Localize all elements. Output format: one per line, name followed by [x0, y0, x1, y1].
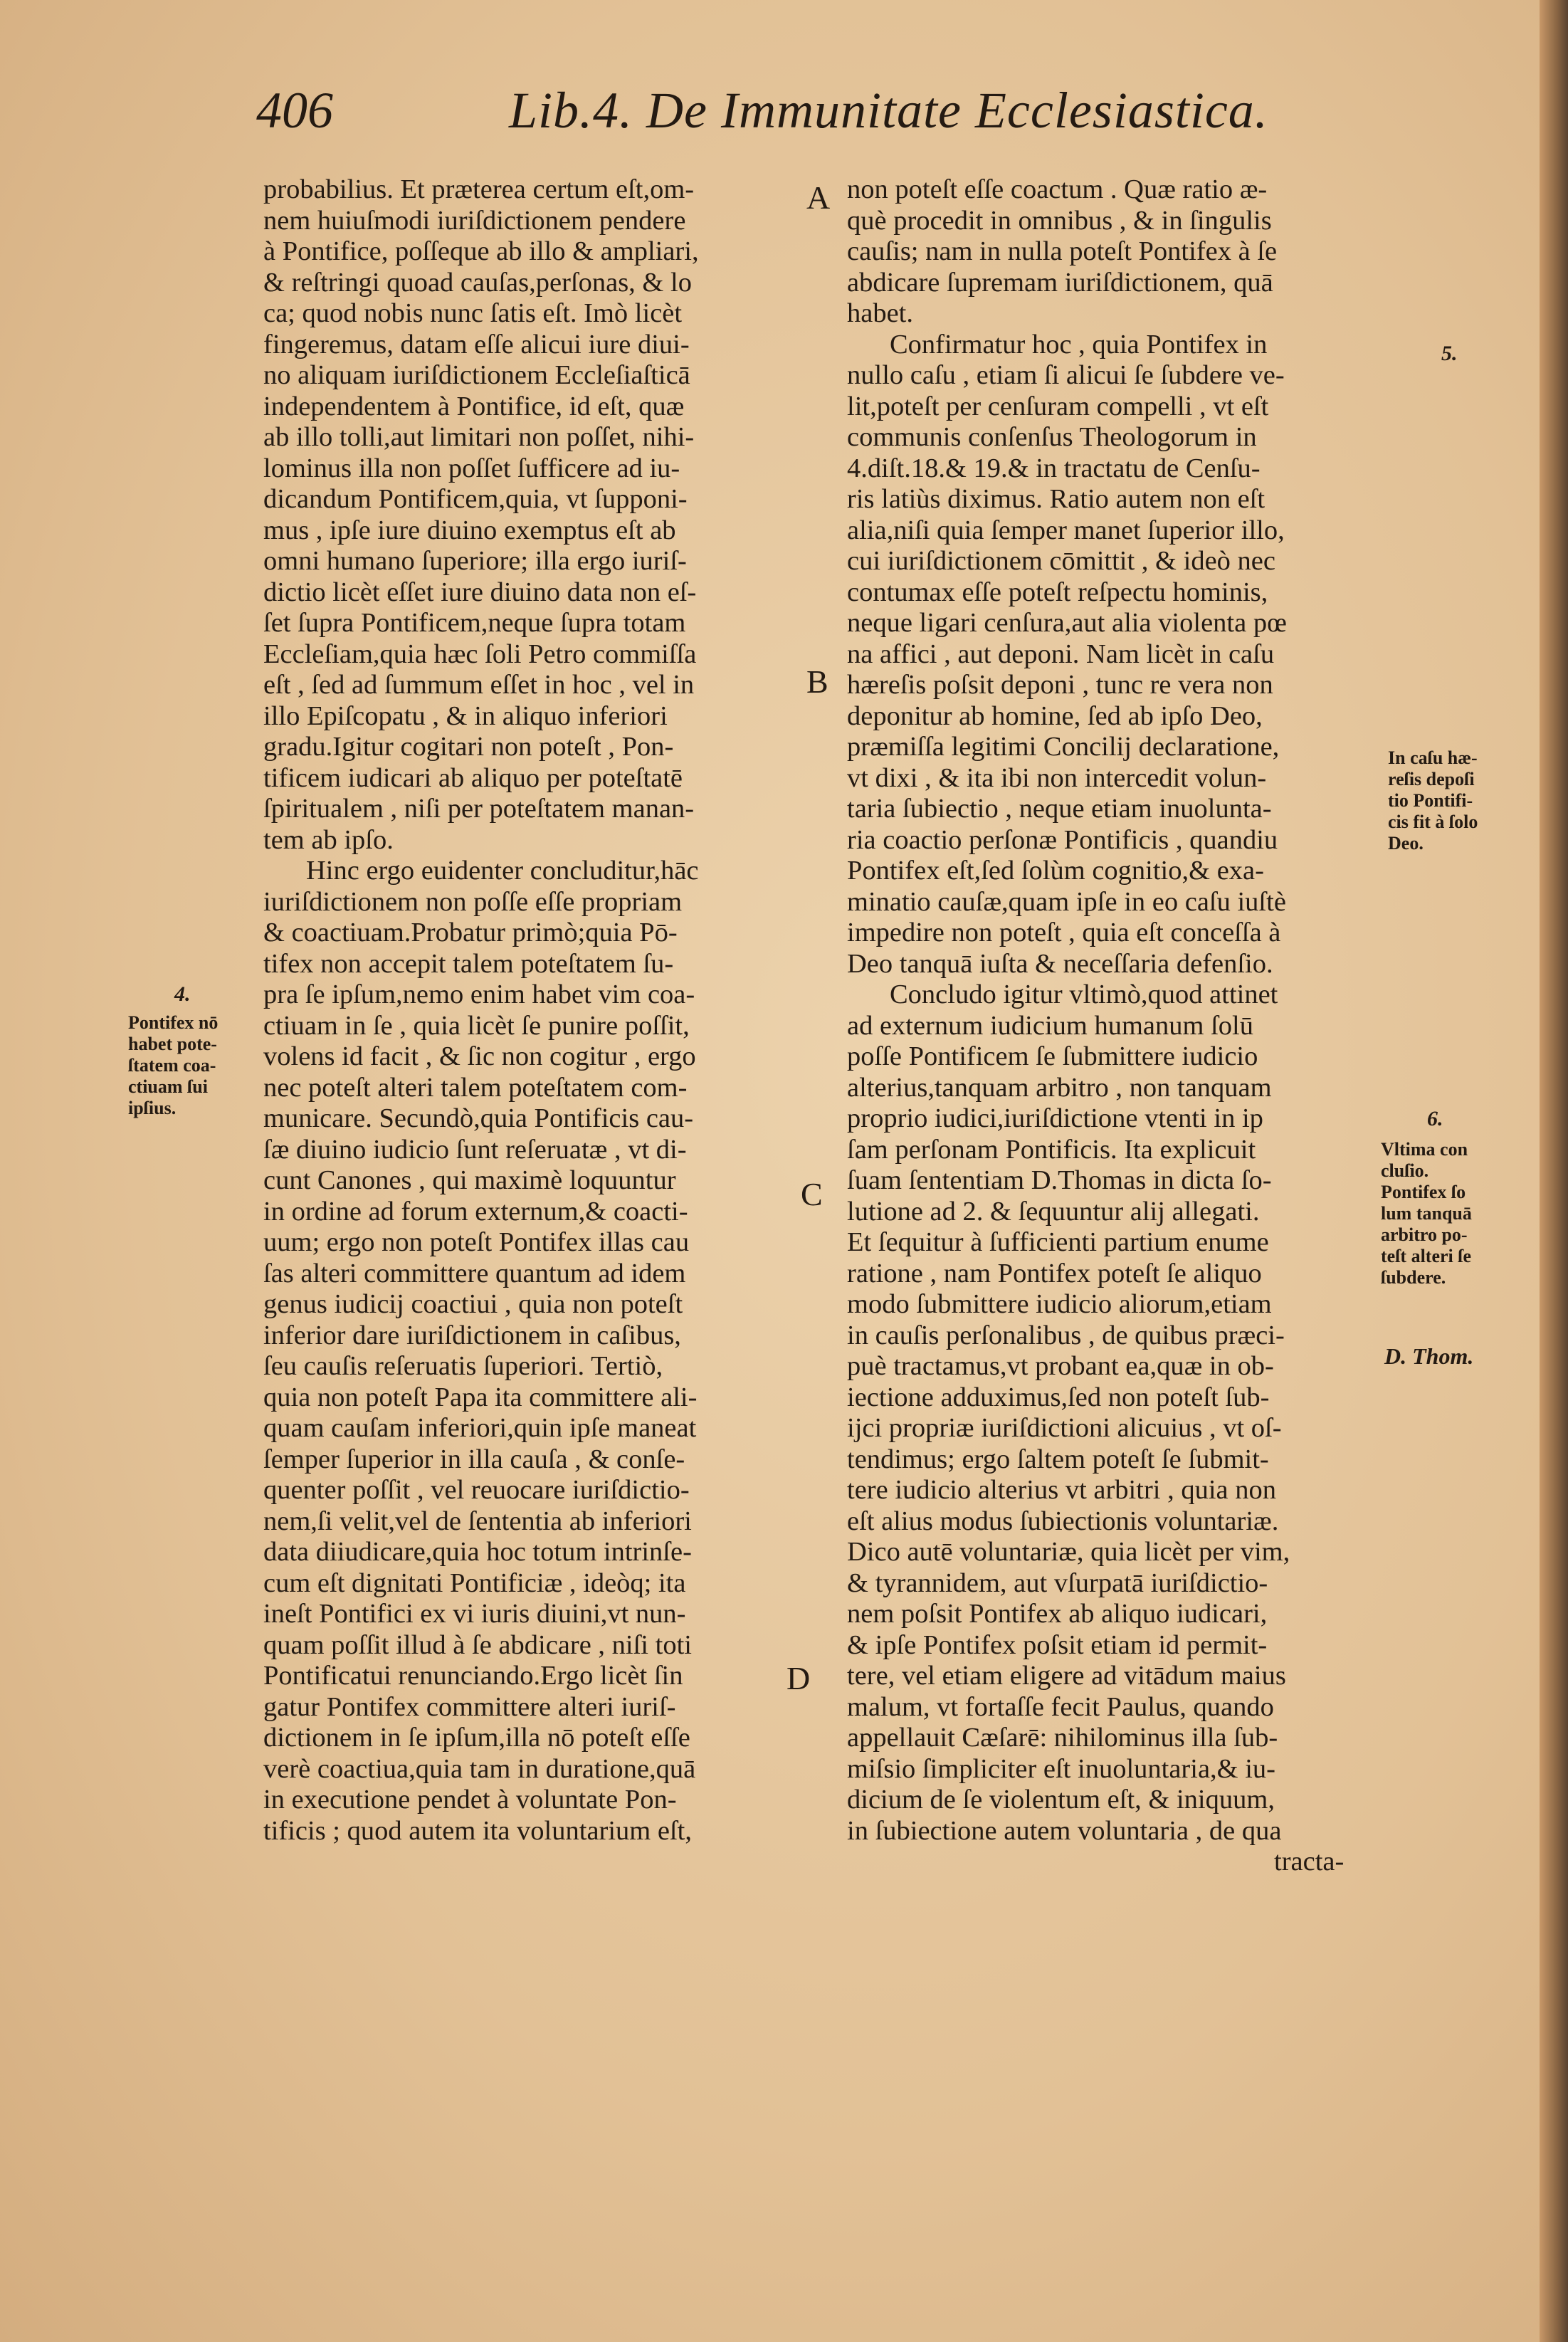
text-line: ſeu cauſis reſeruatis ſuperiori. Tertiò,	[263, 1351, 663, 1381]
text-line: nec poteſt alteri talem poteſtatem com-	[263, 1072, 688, 1103]
text-line: fingeremus, datam eſſe alicui iure diui-	[263, 329, 690, 359]
margin-note-line: Pontifex nō	[128, 1012, 219, 1033]
text-line: in cauſis perſonalibus , de quibus præci-	[847, 1320, 1285, 1350]
text-line: dicandum Pontificem,quia, vt ſupponi-	[263, 484, 688, 514]
text-line: tere iudicio alterius vt arbitri , quia non	[847, 1475, 1276, 1505]
text-line: ratione , nam Pontifex poteſt ſe aliquo	[847, 1258, 1262, 1288]
text-line: taria ſubiectio , neque etiam inuolunta-	[847, 794, 1272, 824]
text-line: quam poſſit illud à ſe abdicare , niſi toti	[263, 1629, 692, 1660]
text-line: lit,poteſt per cenſuram compelli , vt eſt	[847, 391, 1269, 421]
text-line: probabilius. Et prӕterea certum eſt,om-	[263, 174, 695, 204]
text-line: & tyrannidem, aut vſurpatā iuriſdictio-	[847, 1568, 1268, 1598]
text-line: què procedit in omnibus , & in ſingulis	[847, 205, 1272, 236]
text-line: cum eſt dignitati Pontificiæ , ideòq; ita	[263, 1568, 686, 1598]
text-line: lominus illa non poſſet ſufficere ad iu-	[263, 453, 680, 483]
text-line: quam cauſam inferiori,quin ipſe maneat	[263, 1413, 697, 1443]
column-marker-a: A	[806, 179, 831, 216]
text-line: appellauit Cæſarē: nihilominus illa ſub-	[847, 1723, 1278, 1753]
catchword: tracta-	[1274, 1847, 1345, 1876]
text-line: genus iudicij coactiui , quia non poteſt	[263, 1289, 683, 1319]
text-line: na affici , aut deponi. Nam licèt in caſu	[847, 639, 1275, 669]
text-line: ſet ſupra Pontificem,neque ſupra totam	[263, 608, 686, 638]
book-edge	[1540, 0, 1568, 2342]
text-line: à Pontifice, poſſeque ab illo & ampliari,	[263, 236, 699, 266]
margin-note-number: 5.	[1441, 342, 1458, 365]
text-line: eſt alius modus ſubiectionis voluntariæ.	[847, 1506, 1279, 1536]
text-line: ſam perſonam Pontificis. Ita explicuit	[847, 1134, 1256, 1165]
text-line: iuriſdictionem non poſſe eſſe propriam	[263, 886, 683, 917]
margin-note-line: arbitro po-	[1381, 1224, 1468, 1245]
margin-note-line: lum tanquā	[1381, 1203, 1472, 1224]
text-line: nem,ſi velit,vel de ſententia ab inferiori	[263, 1506, 692, 1536]
margin-note-line: ipſius.	[128, 1098, 177, 1118]
margin-note-number: 4.	[174, 982, 191, 1006]
text-line: modo ſubmittere iudicio aliorum,etiam	[847, 1289, 1272, 1319]
text-line: in executione pendet à voluntate Pon-	[263, 1785, 677, 1815]
text-line: lutione ad 2. & ſequuntur alij allegati.	[847, 1196, 1260, 1227]
margin-note-line: habet pote-	[128, 1034, 217, 1054]
text-line: minatio cauſæ,quam ipſe in eo caſu iuſtè	[847, 886, 1286, 917]
text-line: poſſe Pontificem ſe ſubmittere iudicio	[847, 1041, 1258, 1071]
text-line: ineſt Pontifici ex vi iuris diuini,vt nun-	[263, 1599, 686, 1629]
text-line: Pontificatui renunciando.Ergo licèt ſin	[263, 1661, 683, 1691]
text-line: Deo tanquā iuſta & neceſſaria defenſio.	[847, 948, 1273, 979]
text-line: hæreſis poſsit deponi , tunc re vera non	[847, 670, 1273, 700]
text-line: & ipſe Pontifex poſsit etiam id permit-	[847, 1629, 1268, 1660]
text-line: contumax eſſe poteſt reſpectu hominis,	[847, 577, 1268, 607]
text-line: ria coactio perſonæ Pontificis , quandiu	[847, 824, 1278, 855]
text-line: uum; ergo non poteſt Pontifex illas cau	[263, 1227, 690, 1257]
left-column	[263, 174, 790, 1847]
text-line: tem ab ipſo.	[263, 824, 394, 855]
text-line: alterius,tanquam arbitro , non tanquam	[847, 1072, 1272, 1103]
text-line: & reſtringi quoad cauſas,perſonas, & lo	[263, 267, 692, 298]
running-title: Lib.4. De Immunitate Ecclesiastica.	[509, 82, 1268, 139]
text-line: ijci propriæ iuriſdictioni alicuius , vt oſ-	[847, 1413, 1282, 1443]
text-line: ad externum iudicium humanum ſolū	[847, 1010, 1253, 1041]
margin-note-line: Pontifex ſo	[1381, 1182, 1466, 1202]
text-line: puè tractamus,vt probant ea,quæ in ob-	[847, 1351, 1274, 1381]
text-line: abdicare ſupremam iuriſdictionem, quā	[847, 267, 1273, 298]
text-line: cauſis; nam in nulla poteſt Pontifex à ſe	[847, 236, 1278, 266]
text-line: tificis ; quod autem ita voluntarium eſt,	[263, 1815, 692, 1846]
text-line: Concludo igitur vltimò,quod attinet	[890, 980, 1278, 1009]
text-line: ſemper ſuperior in illa cauſa , & conſe-	[263, 1444, 685, 1474]
text-line: Eccleſiam,quia hæc ſoli Petro commiſſa	[263, 639, 697, 669]
text-line: ſpiritualem , niſi per poteſtatem manan-	[263, 794, 695, 824]
text-line: illo Epiſcopatu , & in aliquo inferiori	[263, 700, 668, 731]
margin-note-line: teſt alteri ſe	[1381, 1246, 1472, 1266]
text-line: municare. Secundò,quia Pontificis cau-	[263, 1103, 694, 1133]
page-header	[256, 71, 1324, 149]
text-line: miſsio ſimpliciter eſt inuoluntaria,& iu-	[847, 1753, 1275, 1784]
text-line: deponitur ab homine, ſed ab ipſo Deo,	[847, 700, 1263, 731]
text-line: quia non poteſt Papa ita committere ali-	[263, 1382, 698, 1412]
text-line: ctiuam in ſe , quia licèt ſe punire poſſit,	[263, 1010, 690, 1041]
text-line: vt dixi , & ita ibi non intercedit volun-	[847, 762, 1267, 793]
text-line: dictionem in ſe ipſum,illa nō poteſt eſſe	[263, 1723, 690, 1753]
text-line: tendimus; ergo ſaltem poteſt ſe ſubmit-	[847, 1444, 1269, 1474]
margin-note-number: 6.	[1427, 1107, 1443, 1130]
right-column	[847, 174, 1384, 1878]
column-marker-d: D	[786, 1660, 811, 1696]
text-line: tificem iudicari ab aliquo per poteſtatē	[263, 762, 683, 793]
text-line: Dico autē voluntariæ, quia licèt per vim,	[847, 1537, 1290, 1567]
text-line: ab illo tolli,aut limitari non poſſet, nihi-	[263, 422, 695, 452]
text-line: nem huiuſmodi iuriſdictionem pendere	[263, 205, 686, 236]
text-line: gradu.Igitur cogitari non poteſt , Pon-	[263, 732, 674, 762]
text-line: tifex non accepit talem poteſtatem ſu-	[263, 948, 674, 979]
text-line: præmiſſa legitimi Concilij declaratione,	[847, 732, 1280, 762]
text-line: volens id facit , & ſic non cogitur , ergo	[263, 1041, 696, 1071]
text-line: ſæ diuino iudicio ſunt reſeruatæ , vt di-	[263, 1134, 687, 1165]
text-line: mus , ipſe iure diuino exemptus eſt ab	[263, 515, 676, 545]
text-line: habet.	[847, 298, 913, 328]
text-line: non poteſt eſſe coactum . Quæ ratio æ-	[847, 174, 1268, 204]
margin-note-line: ctiuam ſui	[128, 1076, 208, 1097]
margin-note-line: cis fit à ſolo	[1388, 812, 1478, 832]
text-line: alia,niſi quia ſemper manet ſuperior illo,	[847, 515, 1285, 545]
text-line: no aliquam iuriſdictionem Eccleſiaſticā	[263, 360, 690, 390]
text-line: malum, vt fortaſſe fecit Paulus, quando	[847, 1691, 1274, 1722]
text-line: 4.diſt.18.& 19.& in tractatu de Cenſu-	[847, 453, 1261, 483]
margin-note-right	[1388, 747, 1478, 854]
column-marker-c: C	[801, 1176, 823, 1212]
text-line: cunt Canones , qui maximè loquuntur	[263, 1165, 676, 1195]
margin-note-line: ſtatem coa-	[128, 1055, 216, 1076]
text-line: quenter poſſit , vel reuocare iuriſdictio-	[263, 1475, 690, 1505]
margin-note-reference: D. Thom.	[1384, 1343, 1474, 1369]
text-line: in ordine ad forum externum,& coacti-	[263, 1196, 688, 1227]
text-line: nullo caſu , etiam ſi alicui ſe ſubdere ve-	[847, 360, 1285, 390]
text-line: Hinc ergo euidenter concluditur,hāc	[306, 856, 699, 886]
margin-note-line: Deo.	[1388, 833, 1424, 854]
text-line: inferior dare iuriſdictionem in caſibus,	[263, 1320, 681, 1350]
text-line: & coactiuam.Probatur primò;quia Pō-	[263, 918, 678, 947]
text-line: tere, vel etiam eligere ad vitādum maius	[847, 1661, 1286, 1691]
text-line: Pontifex eſt,ſed ſolùm cognitio,& exa-	[847, 856, 1264, 886]
text-line: cui iuriſdictionem cōmittit , & ideò nec	[847, 546, 1275, 576]
text-line: data diiudicare,quia hoc totum intrinſe-	[263, 1537, 692, 1567]
text-line: ſas alteri committere quantum ad idem	[263, 1258, 686, 1288]
text-line: omni humano ſuperiore; illa ergo iuriſ-	[263, 546, 687, 576]
margin-note-line: In caſu hæ-	[1388, 747, 1478, 768]
text-line: ca; quod nobis nunc ſatis eſt. Imò licèt	[263, 298, 683, 328]
text-line: in ſubiectione autem voluntaria , de qua	[847, 1815, 1282, 1846]
text-line: independentem à Pontifice, id eſt, quæ	[263, 391, 685, 421]
margin-note-line: cluſio.	[1381, 1160, 1429, 1181]
text-line: dicium de ſe violentum eſt, & iniquum,	[847, 1785, 1275, 1815]
column-marker-b: B	[806, 663, 828, 700]
text-line: proprio iudici,iuriſdictione vtenti in ip	[847, 1103, 1263, 1133]
text-line: Confirmatur hoc , quia Pontifex in	[890, 329, 1268, 359]
margin-note-left	[128, 1012, 218, 1119]
text-line: iectione adduximus,ſed non poteſt ſub-	[847, 1382, 1270, 1412]
text-line: gatur Pontifex committere alteri iuriſ-	[263, 1691, 676, 1722]
margin-note-line: ſubdere.	[1381, 1267, 1446, 1288]
text-line: neque ligari cenſura,aut alia violenta pœ	[847, 608, 1287, 638]
margin-note-line: Vltima con	[1381, 1139, 1468, 1160]
text-line: Et ſequitur à ſufficienti partium enume	[847, 1227, 1269, 1257]
text-line: ſuam ſententiam D.Thomas in dicta ſo-	[847, 1165, 1272, 1195]
margin-note-right	[1381, 1139, 1472, 1288]
text-line: communis conſenſus Theologorum in	[847, 422, 1257, 452]
text-line: nem poſsit Pontifex ab aliquo iudicari,	[847, 1599, 1268, 1629]
text-line: ris latiùs diximus. Ratio autem non eſt	[847, 484, 1266, 514]
text-line: verè coactiua,quia tam in duratione,quā	[263, 1753, 696, 1784]
text-line: impedire non poteſt , quia eſt conceſſa à	[847, 918, 1281, 947]
text-line: eſt , ſed ad ſummum eſſet in hoc , vel in	[263, 670, 695, 700]
text-line: pra ſe ipſum,nemo enim habet vim coa-	[263, 980, 695, 1009]
margin-note-line: reſis depoſi	[1388, 769, 1475, 789]
margin-note-line: tio Pontifi-	[1388, 790, 1473, 811]
text-line: dictio licèt eſſet iure diuino data non eſ-	[263, 577, 697, 607]
page-number: 406	[256, 82, 333, 139]
